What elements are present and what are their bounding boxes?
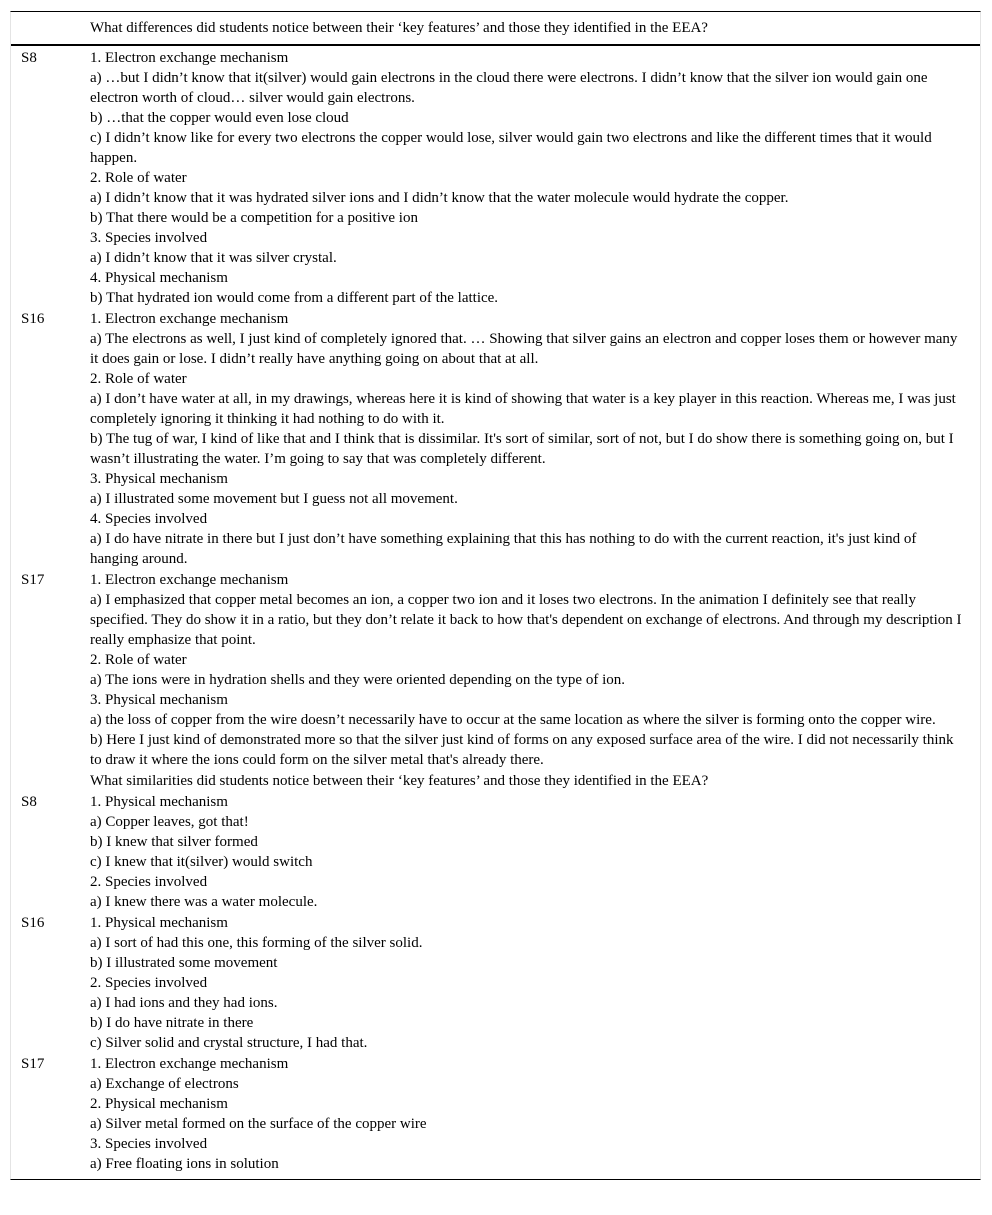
response-line: c) I didn’t know like for every two electrons the copper would lose, silver would gain two electrons and like the different times that it would happen. [90,130,932,166]
response-line: 2. Role of water [90,371,187,387]
response-line: a) the loss of copper from the wire doesn’t necessarily have to occur at the same location as where the silver is forming onto the copper wire. [90,712,936,728]
similarities-section [11,791,980,1174]
header-empty-cell [11,771,90,791]
table-row [11,308,980,569]
response-cell [90,792,980,912]
response-line: a) I had ions and they had ions. [90,995,278,1011]
response-line: b) Here I just kind of demonstrated more so that the silver just kind of forms on any exposed surface area of the wire. I did not necessarily think to draw it where the ions could form on the silver metal that's already there. [90,732,954,768]
table-header-row [11,12,980,46]
response-line: a) Free floating ions in solution [90,1156,279,1172]
response-cell [90,913,980,1053]
response-line: a) The electrons as well, I just kind of completely ignored that. … Showing that silver gains an electron and copper loses them or however many it does gain or lose. I didn’t really have anything going on about that at all. [90,331,958,367]
response-line: 2. Physical mechanism [90,1096,228,1112]
response-line: 1. Electron exchange mechanism [90,572,289,588]
table-row [11,912,980,1053]
table-row [11,47,980,308]
response-line: a) I illustrated some movement but I guess not all movement. [90,491,458,507]
response-line: b) That hydrated ion would come from a different part of the lattice. [90,290,499,306]
response-line: b) I knew that silver formed [90,834,258,850]
response-line: 1. Electron exchange mechanism [90,50,289,66]
response-cell [90,309,980,569]
response-line: a) Exchange of electrons [90,1076,239,1092]
response-line: 3. Physical mechanism [90,692,228,708]
student-id-cell: S8 [21,50,37,66]
response-line: 2. Role of water [90,170,187,186]
student-id-cell: S16 [21,915,45,931]
response-line: 2. Role of water [90,652,187,668]
student-id-cell: S16 [21,311,45,327]
response-line: a) Silver metal formed on the surface of the copper wire [90,1116,427,1132]
response-line: 3. Species involved [90,1136,208,1152]
table-row [11,1053,980,1174]
response-cell [90,48,980,308]
student-id-cell: S17 [21,572,45,588]
response-line: b) I do have nitrate in there [90,1015,254,1031]
response-line: b) I illustrated some movement [90,955,278,971]
comparison-table [10,11,981,1180]
differences-section [11,47,980,770]
response-line: b) That there would be a competition for a positive ion [90,210,418,226]
response-line: 2. Species involved [90,975,208,991]
response-line: 1. Electron exchange mechanism [90,1056,289,1072]
response-line: a) I don’t have water at all, in my drawings, whereas here it is kind of showing that water is a key player in this reaction. Whereas me, I was just completely ignoring it thinking it had nothing to do with it. [90,391,956,427]
response-line: 3. Species involved [90,230,208,246]
response-line: a) I knew there was a water molecule. [90,894,318,910]
response-line: a) …but I didn’t know that it(silver) would gain electrons in the cloud there were electrons. I didn’t know that the silver ion would gain one electron worth of cloud… silver would gain electrons. [90,70,928,106]
response-line: c) I knew that it(silver) would switch [90,854,313,870]
similarities-header-row [11,770,980,791]
response-line: c) Silver solid and crystal structure, I had that. [90,1035,368,1051]
response-line: 2. Species involved [90,874,208,890]
response-cell [90,570,980,770]
table-row [11,791,980,912]
response-line: a) Copper leaves, got that! [90,814,249,830]
response-line: a) I sort of had this one, this forming of the silver solid. [90,935,423,951]
response-line: a) I emphasized that copper metal becomes an ion, a copper two ion and it loses two electrons. In the animation I definitely see that really specified. They do show it in a ratio, but they don’t relate it back to how that's dependent on exchange of electrons. And through my description I really emphasize that point. [90,592,962,648]
response-line: 1. Physical mechanism [90,915,228,931]
table-row [11,569,980,770]
response-line: a) I do have nitrate in there but I just don’t have something explaining that this has nothing to do with the current reaction, it's just kind of hanging around. [90,531,917,567]
header-empty-cell [11,18,90,38]
response-line: 4. Species involved [90,511,208,527]
response-cell [90,1054,980,1174]
student-id-cell: S8 [21,794,37,810]
response-line: a) I didn’t know that it was hydrated silver ions and I didn’t know that the water molecule would hydrate the copper. [90,190,789,206]
response-line: 4. Physical mechanism [90,270,228,286]
table-body [11,46,980,1179]
response-line: 1. Physical mechanism [90,794,228,810]
differences-question: What differences did students notice between their ‘key features’ and those they identified in the EEA? [90,20,708,36]
response-line: a) The ions were in hydration shells and they were oriented depending on the type of ion. [90,672,625,688]
response-line: 3. Physical mechanism [90,471,228,487]
response-line: b) …that the copper would even lose cloud [90,110,349,126]
response-line: b) The tug of war, I kind of like that and I think that is dissimilar. It's sort of similar, sort of not, but I do show there is something going on, but I wasn’t illustrating the water. I’m going to say that was completely different. [90,431,954,467]
similarities-question: What similarities did students notice between their ‘key features’ and those they identified in the EEA? [90,773,709,789]
response-line: 1. Electron exchange mechanism [90,311,289,327]
student-id-cell: S17 [21,1056,45,1072]
response-line: a) I didn’t know that it was silver crystal. [90,250,337,266]
